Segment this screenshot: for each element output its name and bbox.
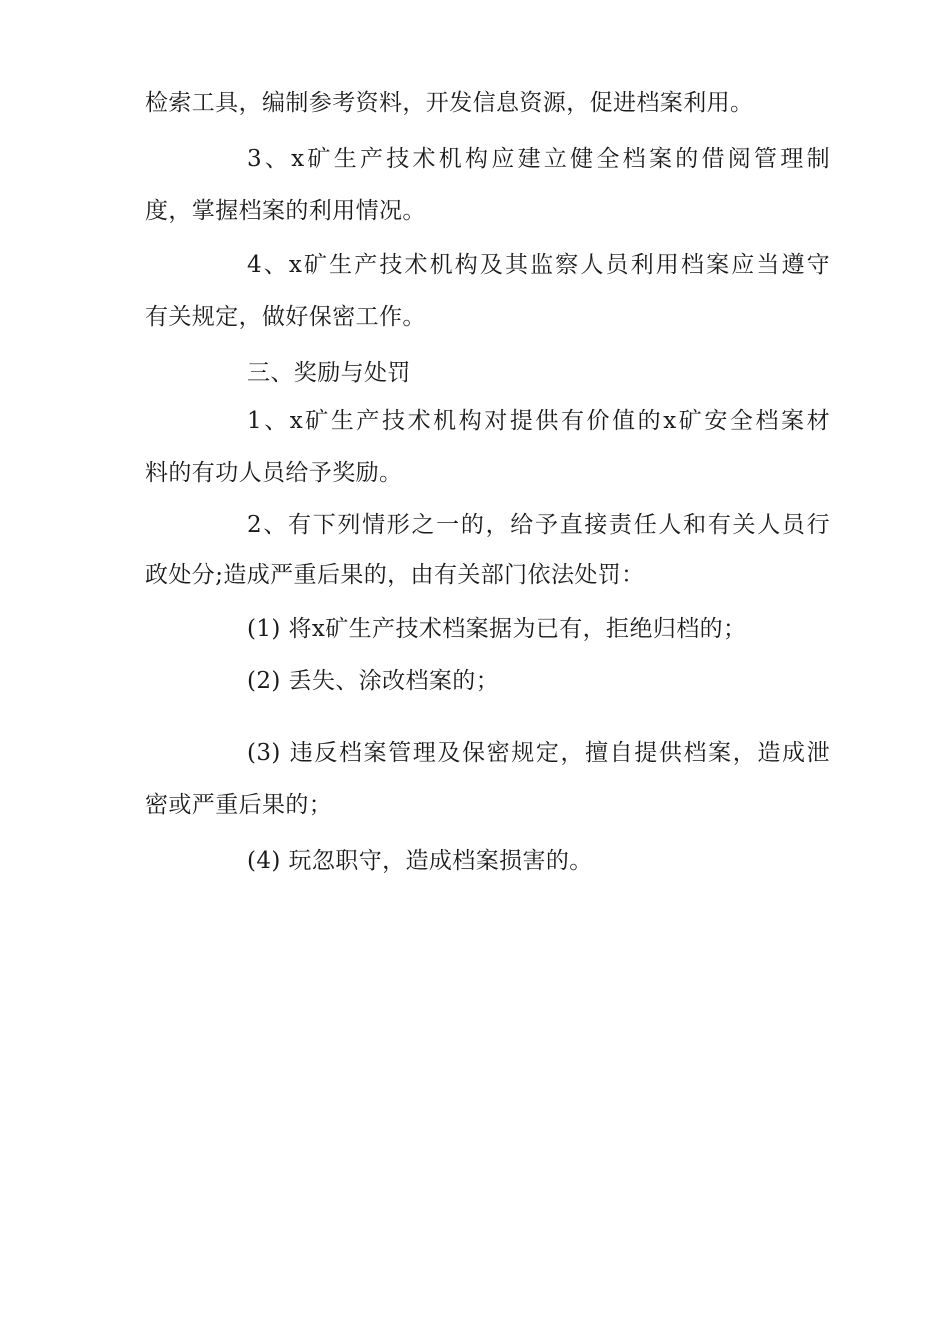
text-line: 有关规定，做好保密工作。 <box>145 304 426 330</box>
list-item: (2) 丢失、涂改档案的； <box>247 668 500 694</box>
list-item: (3) 违反档案管理及保密规定，擅自提供档案，造成泄 <box>247 740 830 766</box>
text-line: 度，掌握档案的利用情况。 <box>145 198 426 224</box>
text-line: 检索工具，编制参考资料，开发信息资源，促进档案利用。 <box>145 90 754 116</box>
section-heading: 三、奖励与处罚 <box>247 360 411 386</box>
text-line: 密或严重后果的； <box>145 792 333 818</box>
text-line: 料的有功人员给予奖励。 <box>145 460 403 486</box>
text-line: 4、x矿生产技术机构及其监察人员利用档案应当遵守 <box>247 252 830 278</box>
list-item: (4) 玩忽职守，造成档案损害的。 <box>247 848 593 874</box>
text-line: 1、x矿生产技术机构对提供有价值的x矿安全档案材 <box>247 408 830 434</box>
text-line: 政处分;造成严重后果的，由有关部门依法处罚： <box>145 562 645 588</box>
text-line: 3、x矿生产技术机构应建立健全档案的借阅管理制 <box>247 146 830 172</box>
list-item: (1) 将x矿生产技术档案据为已有，拒绝归档的； <box>247 616 747 642</box>
text-line: 2、有下列情形之一的，给予直接责任人和有关人员行 <box>247 512 830 538</box>
